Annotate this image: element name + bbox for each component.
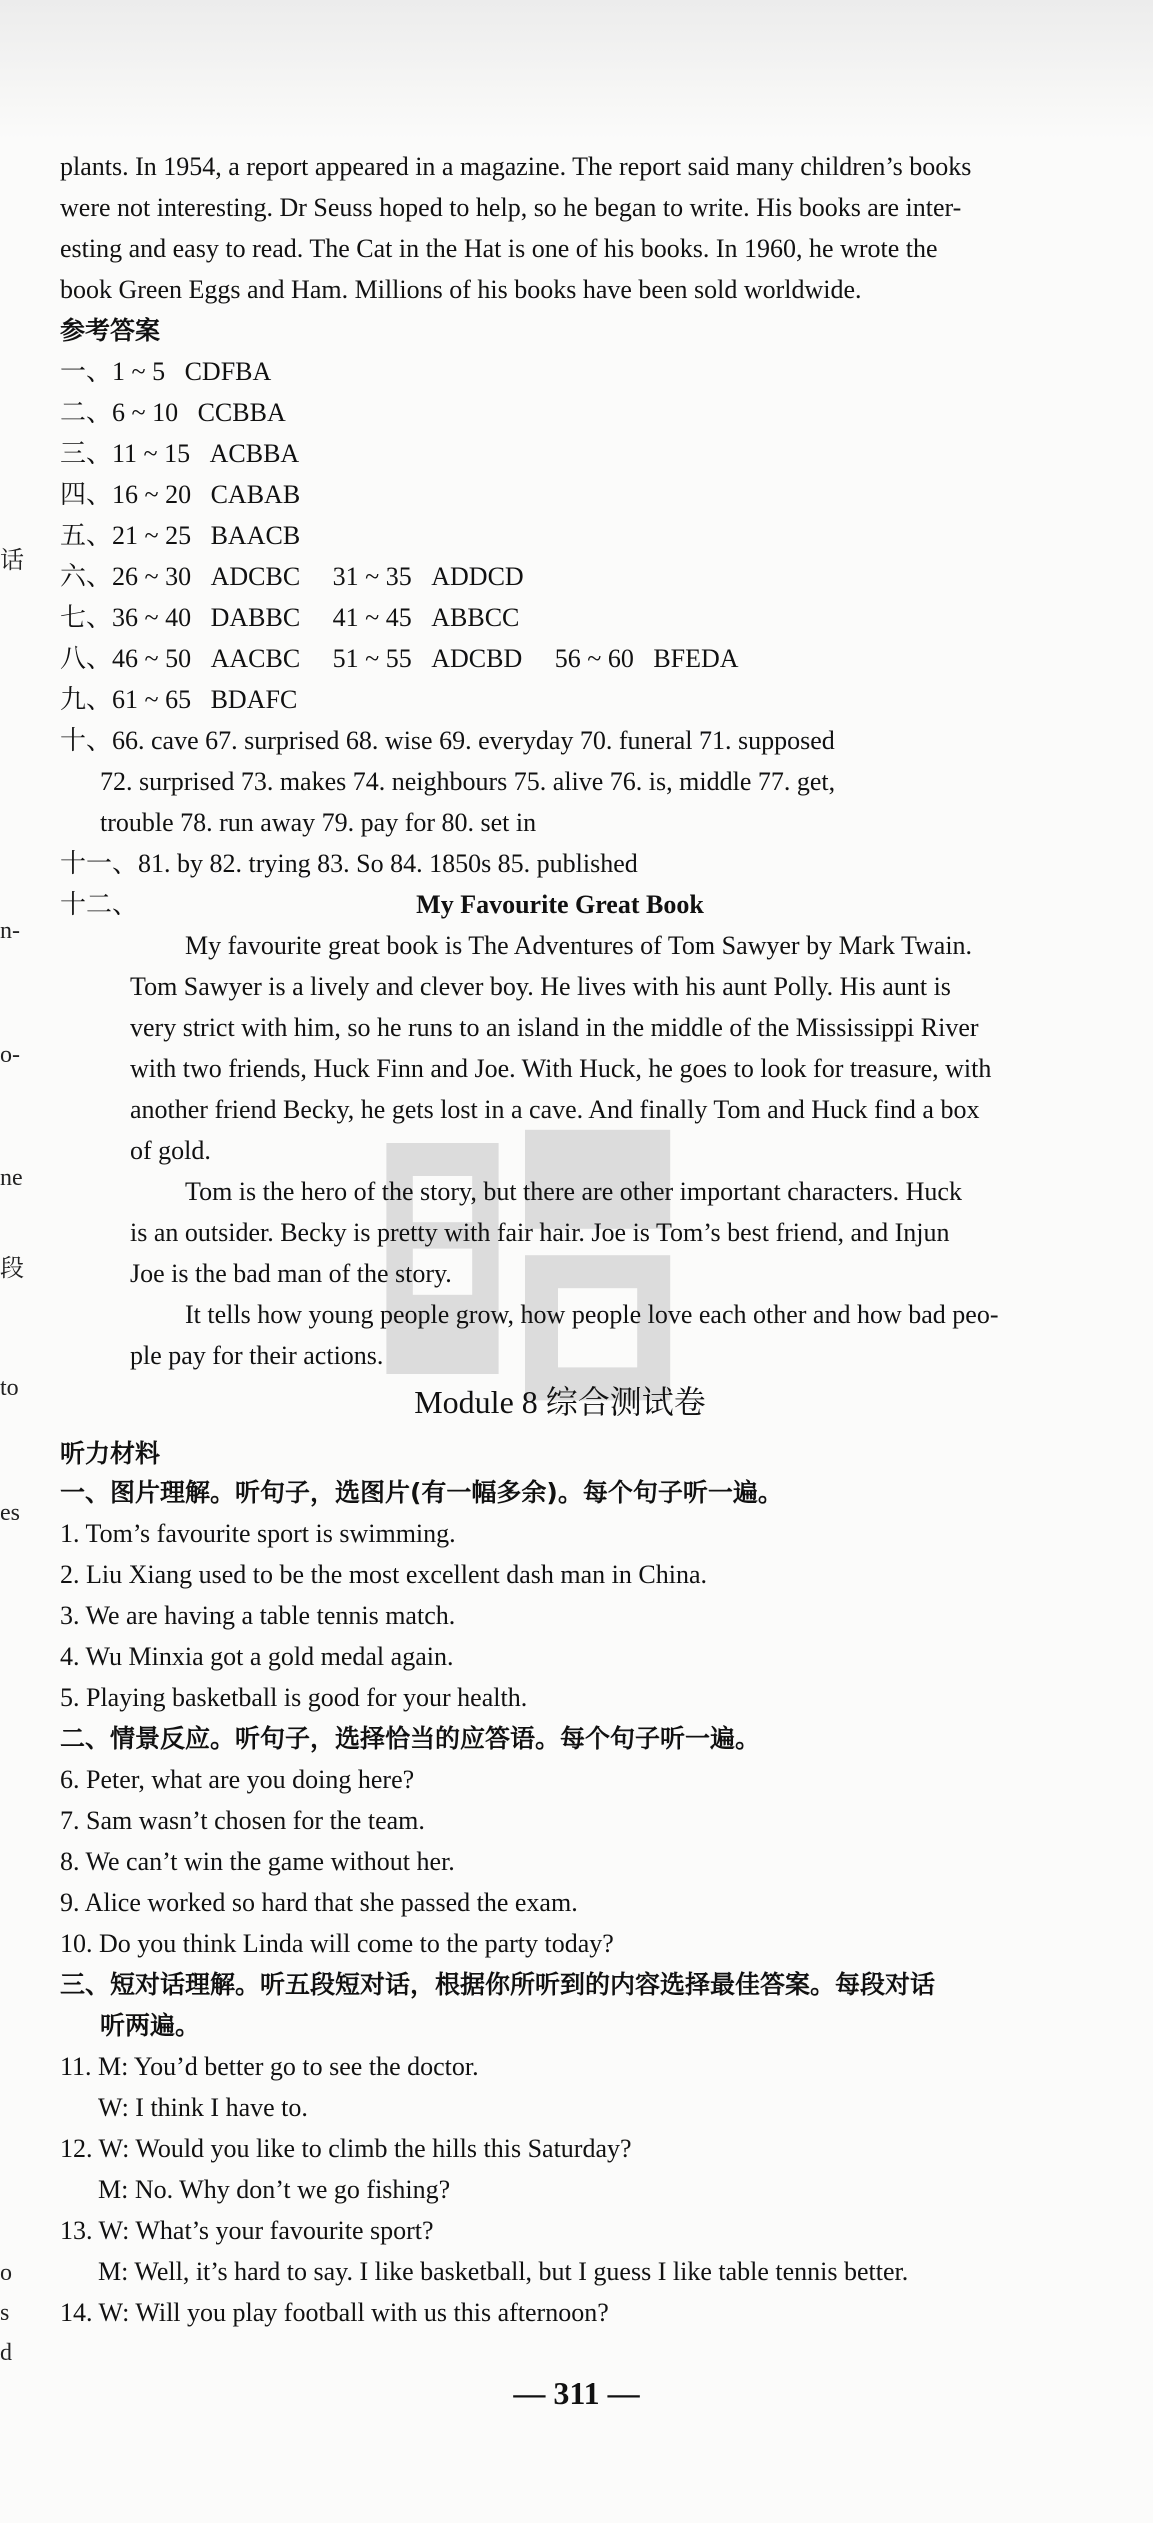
answers-heading: 参考答案 [60, 316, 161, 345]
answer-row [60, 478, 300, 512]
module-title: Module 8 综合测试卷 [414, 1384, 706, 1420]
essay-line: My favourite great book is The Adventures of Tom Sawyer by Mark Twain. [185, 931, 973, 960]
section-ten-line: 十、66. cave 67. surprised 68. wise 69. everyday 70. funeral 71. supposed [60, 726, 835, 755]
intro-line: plants. In 1954, a report appeared in a magazine. The report said many children’s books [60, 152, 972, 181]
answer-range: 36 ~ 40 [112, 603, 192, 632]
answer-num: 九、 [60, 685, 113, 714]
section-ten-line: 72. surprised 73. makes 74. neighbours 75. alive 76. is, middle 77. get, [100, 767, 836, 796]
margin-fragment: ne [0, 1165, 23, 1191]
listening-sentence: 9. Alice worked so hard that she passed the exam. [60, 1888, 578, 1917]
margin-fragment: d [0, 2340, 12, 2366]
margin-fragment: es [0, 1500, 20, 1526]
margin-fragment: o [0, 2260, 12, 2286]
essay-line: It tells how young people grow, how people love each other and how bad peo- [185, 1300, 999, 1329]
page-number: — 311 — [513, 2375, 640, 2411]
listening-part1-heading: 一、图片理解。听句子，选图片(有一幅多余)。每个句子听一遍。 [60, 1478, 783, 1507]
answer-row [60, 396, 286, 430]
answer-range: 61 ~ 65 [112, 685, 192, 714]
listening-sentence: 4. Wu Minxia got a gold medal again. [60, 1642, 454, 1671]
margin-fragment: 段 [0, 1256, 24, 1282]
essay-line: ple pay for their actions. [130, 1341, 384, 1370]
answer-range: 16 ~ 20 [112, 480, 192, 509]
dialogue-line: W: I think I have to. [98, 2093, 308, 2122]
essay-line: is an outsider. Becky is pretty with fair hair. Joe is Tom’s best friend, and Injun [130, 1218, 950, 1247]
listening-sentence: 1. Tom’s favourite sport is swimming. [60, 1519, 456, 1548]
margin-fragment: s [0, 2300, 10, 2326]
listening-sentence: 5. Playing basketball is good for your health. [60, 1683, 528, 1712]
essay-line: with two friends, Huck Finn and Joe. With Huck, he goes to look for treasure, with [130, 1054, 992, 1083]
section-eleven-line: 十一、81. by 82. trying 83. So 84. 1850s 85. published [60, 849, 638, 878]
listening-sentence: 3. We are having a table tennis match. [60, 1601, 456, 1630]
answer-key: ABBCC [431, 603, 520, 632]
page-top-shadow [0, 0, 1153, 140]
answer-row [60, 560, 524, 594]
answer-key: BDAFC [210, 685, 298, 714]
essay-line: Joe is the bad man of the story. [130, 1259, 452, 1288]
listening-part3-heading-cont: 听两遍。 [100, 2011, 201, 2040]
answer-range: 41 ~ 45 [332, 603, 412, 632]
answer-num: 二、 [60, 398, 113, 427]
answer-num: 一、 [60, 357, 113, 386]
answer-num: 三、 [60, 439, 113, 468]
margin-fragment: to [0, 1375, 19, 1401]
answer-num: 七、 [60, 603, 113, 632]
listening-sentence: 10. Do you think Linda will come to the party today? [60, 1929, 614, 1958]
answer-num: 六、 [60, 562, 113, 591]
dialogue-line: 11. M: You’d better go to see the doctor. [60, 2052, 479, 2081]
dialogue-line: M: Well, it’s hard to say. I like basketball, but I guess I like table tennis better. [98, 2257, 909, 2286]
answer-key: CDFBA [184, 357, 272, 386]
answer-range: 56 ~ 60 [554, 644, 634, 673]
margin-fragment: n- [0, 918, 20, 944]
answer-range: 21 ~ 25 [112, 521, 192, 550]
listening-sentence: 7. Sam wasn’t chosen for the team. [60, 1806, 425, 1835]
answer-key: CABAB [210, 480, 301, 509]
answer-row [60, 355, 271, 389]
dialogue-line: M: No. Why don’t we go fishing? [98, 2175, 451, 2204]
answer-row [60, 437, 299, 471]
answer-range: 1 ~ 5 [112, 357, 166, 386]
answer-range: 11 ~ 15 [112, 439, 191, 468]
answer-range: 26 ~ 30 [112, 562, 192, 591]
answer-key: BFEDA [653, 644, 739, 673]
answer-range: 31 ~ 35 [332, 562, 412, 591]
answer-row [60, 601, 519, 635]
dialogue-line: 12. W: Would you like to climb the hills this Saturday? [60, 2134, 632, 2163]
answer-range: 6 ~ 10 [112, 398, 179, 427]
listening-sentence: 6. Peter, what are you doing here? [60, 1765, 415, 1794]
intro-line: were not interesting. Dr Seuss hoped to help, so he began to write. His books are inter- [60, 193, 962, 222]
intro-line: esting and easy to read. The Cat in the Hat is one of his books. In 1960, he wrote the [60, 234, 938, 263]
dialogue-line: 13. W: What’s your favourite sport? [60, 2216, 434, 2245]
answer-key: ADCBD [431, 644, 523, 673]
answer-num: 五、 [60, 521, 113, 550]
answer-key: ACBBA [209, 439, 300, 468]
answer-key: ADDCD [431, 562, 524, 591]
essay-line: very strict with him, so he runs to an island in the middle of the Mississippi River [130, 1013, 979, 1042]
answer-key: BAACB [210, 521, 301, 550]
intro-line: book Green Eggs and Ham. Millions of his books have been sold worldwide. [60, 275, 862, 304]
essay-line: of gold. [130, 1136, 211, 1165]
essay-line: Tom is the hero of the story, but there are other important characters. Huck [185, 1177, 962, 1206]
answer-num: 四、 [60, 480, 113, 509]
answer-range: 46 ~ 50 [112, 644, 192, 673]
margin-fragment: o- [0, 1042, 20, 1068]
section-twelve-num: 十二、 [60, 890, 139, 919]
answer-row [60, 519, 300, 553]
answer-key: DABBC [210, 603, 301, 632]
section-ten-line: trouble 78. run away 79. pay for 80. set in [100, 808, 537, 837]
margin-fragment: 话 [0, 548, 24, 574]
listening-heading: 听力材料 [60, 1439, 161, 1468]
answer-key: ADCBC [210, 562, 301, 591]
essay-line: another friend Becky, he gets lost in a cave. And finally Tom and Huck find a box [130, 1095, 980, 1124]
essay-title: My Favourite Great Book [416, 890, 704, 919]
answer-key: CCBBA [197, 398, 286, 427]
dialogue-line: 14. W: Will you play football with us this afternoon? [60, 2298, 609, 2327]
answer-row [60, 683, 297, 717]
listening-part3-heading: 三、短对话理解。听五段短对话，根据你所听到的内容选择最佳答案。每段对话 [60, 1970, 936, 1999]
answer-range: 51 ~ 55 [332, 644, 412, 673]
listening-sentence: 8. We can’t win the game without her. [60, 1847, 455, 1876]
listening-part2-heading: 二、情景反应。听句子，选择恰当的应答语。每个句子听一遍。 [60, 1724, 761, 1753]
listening-sentence: 2. Liu Xiang used to be the most excellent dash man in China. [60, 1560, 707, 1589]
answer-key: AACBC [210, 644, 301, 673]
answer-row [60, 642, 739, 676]
essay-line: Tom Sawyer is a lively and clever boy. He lives with his aunt Polly. His aunt is [130, 972, 951, 1001]
answer-num: 八、 [60, 644, 113, 673]
